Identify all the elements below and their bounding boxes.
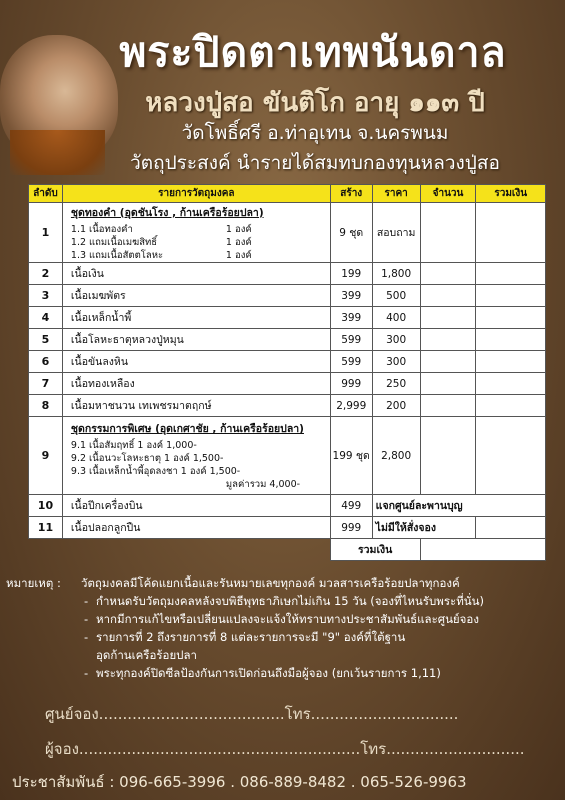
set-line-item: 1.2 แถมเนื้อเมฆสิทธิ์ xyxy=(70,236,158,248)
col-header-price: ราคา xyxy=(372,185,420,203)
row-amount-cell[interactable] xyxy=(420,329,476,351)
row-qty: 499 xyxy=(330,495,372,517)
row-price: 300 xyxy=(372,351,420,373)
table-row xyxy=(29,263,546,285)
purpose-text: วัตถุประสงค์ นำรายได้สมทบกองทุนหลวงปู่สอ xyxy=(130,152,500,174)
set-line-item: 1.1 เนื้อทองคำ xyxy=(70,223,133,235)
row-qty: 199 ชุด xyxy=(330,417,372,495)
col-header-made: สร้าง xyxy=(330,185,372,203)
row-name: เนื้อมหาชนวน เทเพชรมาตฤกษ์ xyxy=(62,395,330,417)
set-line xyxy=(71,478,330,491)
temple-name: วัดโพธิ์ศรี อ.ท่าอุเทน จ.นครพนม xyxy=(181,122,449,144)
row-number: 6 xyxy=(29,351,63,373)
note-text: วัตถุมงคลมีโค้ดแยกเนื้อและรันหมายเลขทุกองค์ มวลสารเครือร้อยปลาทุกองค์ xyxy=(81,576,460,590)
row-note: แจกศูนย์ละพานบุญ xyxy=(372,495,545,517)
row-number: 2 xyxy=(29,263,63,285)
row-name: เนื้อทองเหลือง xyxy=(62,373,330,395)
note-item-continued: อุดก้านเครือร้อยปลา xyxy=(96,648,197,662)
row-name: เนื้อโลหะธาตุหลวงปู่หมุน xyxy=(62,329,330,351)
row-number: 1 xyxy=(29,203,63,263)
row-qty: 999 xyxy=(330,373,372,395)
row-total-cell[interactable] xyxy=(476,517,546,539)
row-number: 4 xyxy=(29,307,63,329)
row-description xyxy=(62,417,330,495)
booker-field[interactable]: ผู้จอง...........................................................โทร............................. xyxy=(45,740,525,758)
row-qty: 599 xyxy=(330,329,372,351)
table-row xyxy=(29,517,546,539)
row-amount-cell[interactable] xyxy=(420,307,476,329)
row-number: 7 xyxy=(29,373,63,395)
row-qty: 199 xyxy=(330,263,372,285)
contact-line: ประชาสัมพันธ์ : 096-665-3996 . 086-889-8482 . 065-526-9963 xyxy=(12,773,467,791)
table-header-row xyxy=(29,185,546,203)
set-total-value: มูลค่ารวม 4,000- xyxy=(225,479,301,490)
row-total-cell[interactable] xyxy=(476,395,546,417)
row-name: เนื้อขันลงหิน xyxy=(62,351,330,373)
col-header-item: รายการวัตถุมงคล xyxy=(62,185,330,203)
table-row xyxy=(29,373,546,395)
row-qty: 999 xyxy=(330,517,372,539)
set-line xyxy=(71,223,330,236)
booking-center-field[interactable]: ศูนย์จอง.......................................โทร............................... xyxy=(45,705,459,723)
row-amount-cell[interactable] xyxy=(420,263,476,285)
set-line xyxy=(71,249,330,262)
row-number: 5 xyxy=(29,329,63,351)
row-total-cell[interactable] xyxy=(476,285,546,307)
amulet-order-table xyxy=(28,184,546,561)
row-price: 1,800 xyxy=(372,263,420,285)
table-row xyxy=(29,285,546,307)
row-qty: 399 xyxy=(330,285,372,307)
col-header-total: รวมเงิน xyxy=(476,185,546,203)
row-note: ไม่มีให้สั่งจอง xyxy=(372,517,476,539)
set-line xyxy=(71,465,330,478)
row-name: เนื้อเมฆพัตร xyxy=(62,285,330,307)
notes-label: หมายเหตุ : xyxy=(6,576,61,590)
note-item: - กำหนดรับวัตถุมงคลหลังจบพิธีพุทธาภิเษกไม่เกิน 15 วัน (จองที่ไหนรับพระที่นั่น) xyxy=(6,592,561,610)
row-price: สอบถาม xyxy=(372,203,420,263)
table-row xyxy=(29,307,546,329)
row-amount-cell[interactable] xyxy=(420,373,476,395)
row-number: 11 xyxy=(29,517,63,539)
row-qty: 9 ชุด xyxy=(330,203,372,263)
row-number: 8 xyxy=(29,395,63,417)
page-title: พระปิดตาเทพนันดาล xyxy=(119,28,507,76)
notes-section xyxy=(6,574,561,682)
total-row xyxy=(29,539,546,561)
table-row xyxy=(29,329,546,351)
table-row xyxy=(29,351,546,373)
row-name: เนื้อปลอกลูกปืน xyxy=(62,517,330,539)
note-first xyxy=(6,574,561,592)
set-line xyxy=(71,452,330,465)
note-item: - รายการที่ 2 ถึงรายการที่ 8 แต่ละรายการจะมี "9" องค์ที่ใต้ฐาน xyxy=(6,628,561,646)
set-line-item: 9.2 เนื้อนวะโลหะธาตุ 1 องค์ 1,500- xyxy=(70,453,224,464)
set-line xyxy=(71,439,330,452)
table-row xyxy=(29,417,546,495)
row-amount-cell[interactable] xyxy=(420,351,476,373)
row-qty: 2,999 xyxy=(330,395,372,417)
table-row xyxy=(29,495,546,517)
col-header-amount: จำนวน xyxy=(420,185,476,203)
row-name: เนื้อปีกเครื่องบิน xyxy=(62,495,330,517)
row-price: 2,800 xyxy=(372,417,420,495)
row-amount-cell[interactable] xyxy=(420,395,476,417)
grand-total-cell[interactable] xyxy=(420,539,545,561)
row-total-cell[interactable] xyxy=(476,307,546,329)
set-line-item: 9.3 เนื้อเหล็กน้ำพี้อุดลงชา 1 องค์ 1,500- xyxy=(70,466,241,477)
set-line-count: 1 องค์ xyxy=(225,223,252,235)
row-total-cell[interactable] xyxy=(476,417,546,495)
total-label: รวมเงิน xyxy=(330,539,420,561)
row-number: 10 xyxy=(29,495,63,517)
row-description xyxy=(62,203,330,263)
table-row xyxy=(29,203,546,263)
set-title: ชุดกรรมการพิเศษ (อุดเกศาชัย , ก้านเครือร้อยปลา) xyxy=(70,423,304,435)
row-total-cell[interactable] xyxy=(476,203,546,263)
row-total-cell[interactable] xyxy=(476,329,546,351)
table-row xyxy=(29,395,546,417)
row-number: 3 xyxy=(29,285,63,307)
row-name: เนื้อเงิน xyxy=(62,263,330,285)
row-name: เนื้อเหล็กน้ำพี้ xyxy=(62,307,330,329)
set-line-item: 1.3 แถมเนื้อสัตตโลหะ xyxy=(70,249,164,261)
row-price: 250 xyxy=(372,373,420,395)
row-qty: 399 xyxy=(330,307,372,329)
row-price: 500 xyxy=(372,285,420,307)
row-total-cell[interactable] xyxy=(476,263,546,285)
row-total-cell[interactable] xyxy=(476,351,546,373)
row-amount-cell[interactable] xyxy=(420,203,476,263)
note-item: - หากมีการแก้ไขหรือเปลี่ยนแปลงจะแจ้งให้ทราบทางประชาสัมพันธ์และศูนย์จอง xyxy=(6,610,561,628)
set-line-count: 1 องค์ xyxy=(225,249,252,261)
row-price: 400 xyxy=(372,307,420,329)
set-title: ชุดทองคำ (อุดชันโรง , ก้านเครือร้อยปลา) xyxy=(70,206,264,219)
col-header-no: ลำดับ xyxy=(29,185,63,203)
row-price: 200 xyxy=(372,395,420,417)
row-amount-cell[interactable] xyxy=(420,417,476,495)
set-line-item: 9.1 เนื้อสัมฤทธิ์ 1 องค์ 1,000- xyxy=(70,440,197,451)
note-item: - พระทุกองค์ปิดซีลป้องกันการเปิดก่อนถึงมือผู้จอง (ยกเว้นรายการ 1,11) xyxy=(6,664,561,682)
page-subtitle: หลวงปู่สอ ขันติโก อายุ ๑๑๓ ปี xyxy=(145,88,485,118)
set-line xyxy=(71,236,330,249)
row-price: 300 xyxy=(372,329,420,351)
row-total-cell[interactable] xyxy=(476,373,546,395)
row-number: 9 xyxy=(29,417,63,495)
row-qty: 599 xyxy=(330,351,372,373)
set-line-count: 1 องค์ xyxy=(225,236,252,248)
row-amount-cell[interactable] xyxy=(420,285,476,307)
